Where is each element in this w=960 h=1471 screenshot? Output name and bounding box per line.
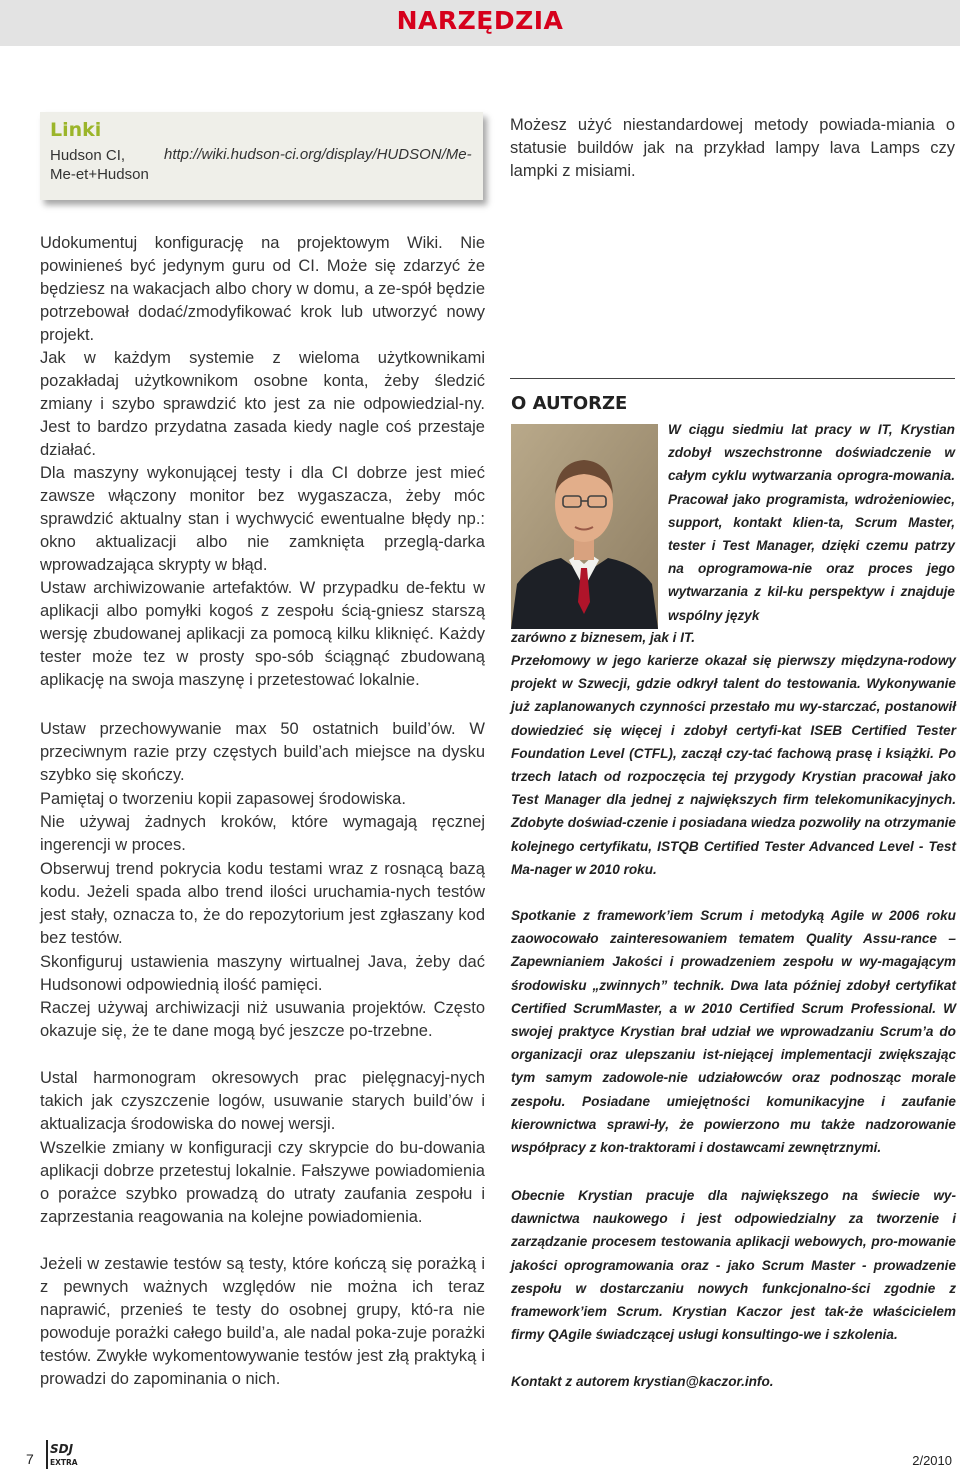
links-name-line2: Me-et+Hudson	[50, 166, 149, 183]
left-paragraph-11: Ustal harmonogram okresowych prac pielęgnacyj-nych takich jak czyszczenie logów, usuwanie starych build’ów i aktualizacja środowiska do nowej wersji.	[40, 1069, 485, 1133]
left-paragraph-9: Skonfiguruj ustawienia maszyny wirtualnej Java, żeby dać Hudsonowi odpowiednią ilość pamięci.	[40, 953, 485, 994]
issue-number: 2/2010	[912, 1453, 952, 1468]
author-photo	[511, 424, 658, 629]
section-title: NARZĘDZIA	[396, 6, 564, 35]
left-paragraph-1: Udokumentuj konfigurację na projektowym Wiki. Nie powinieneś być jedynym guru od CI. Może się zdarzyć że będziesz na wakacjach albo chory w domu, a ze-spół będzie potrzebował dodać/zmodyfikować krok lub utworzyć nowy projekt.	[40, 234, 485, 344]
left-paragraph-4: Ustaw archiwizowanie artefaktów. W przypadku de-fektu w aplikacji albo pomyłki kogoś z zespołu ścią-gniesz starszą wersję zbudowanej aplikacji za pomocą kilku kliknięć. Każdy tester może tez w prosty spo-sób ściągnąć zbudowaną aplikację na swoja maszynę i przetestować lokalnie.	[40, 579, 485, 689]
left-paragraph-7: Nie używaj żadnych kroków, które wymagają ręcznej ingerencji w proces.	[40, 813, 485, 854]
left-paragraph-6: Pamiętaj o tworzeniu kopii zapasowej środowiska.	[40, 790, 406, 808]
author-bio-continued: zarówno z biznesem, jak i IT.	[511, 630, 696, 645]
logo-top-text: SDJ	[50, 1442, 74, 1456]
author-bio-scrum: Spotkanie z framework’iem Scrum i metodyką Agile w 2006 roku zaowocowało zainteresowaniem tematem Quality Assu-rance – Zapewnianiem Jakości i prowadzeniem zespołu w wy-magającym środowisku „zwinnych” technik. Dwa lata później zdobył certyfikat Certified ScrumMaster, a w 2010 Certified Scrum Professional. W swojej praktyce Krystian brał udział we wprowadzaniu Scrum’a do organizacji oraz ulepszaniu ist-niejącej implementacji zwiększając tym samym zadowole-nie udziałowców oraz podnosząc morale zespołu. Posiadane umiejętności komunikacyjne i zaufanie kierownictwa sprawi-ły, że powierzono mu także nadzorowanie współpracy z kon-traktorami i dostawcami zewnętrznymi.	[511, 908, 956, 1156]
links-url[interactable]: http://wiki.hudson-ci.org/display/HUDSON/Me-	[164, 146, 472, 163]
author-bio-intro: W ciągu siedmiu lat pracy w IT, Krystian zdobył wszechstronne doświadczenie w całym cyklu wytwarzania oprogra-mowania. Pracował jako programista, wdrożeniowiec, support, kontakt klien-ta, Scrum Master, tester i Test Manager, dzięki czemu patrzy na oprogramowa-nie oraz proces jego wytwarzania z kil-ku perspektyw i znajduje wspólny język	[668, 422, 955, 623]
left-paragraph-10: Raczej używaj archiwizacji niż usuwania projektów. Często okazuje się, że te dane mogą być jeszcze po-trzebne.	[40, 999, 485, 1040]
links-title: Linki	[50, 119, 102, 141]
links-name-line1: Hudson CI,	[50, 147, 126, 164]
left-paragraph-5: Ustaw przechowywanie max 50 ostatnich build’ów. W przeciwnym razie przy częstych build’ach miejsce na dysku szybko się skończy.	[40, 720, 485, 784]
logo-bottom-text: EXTRA	[50, 1458, 78, 1467]
left-paragraph-3: Dla maszyny wykonującej testy i dla CI dobrze jest mieć zawsze włączony monitor bez wygaszacza, żeby móc sprawdzić aktualny stan i wychwycić ewentualne błędy np.: okno aktualizacji albo nie zamknięta przeglą-darka wprowadzająca skrypty w błąd.	[40, 464, 485, 574]
author-contact: Kontakt z autorem krystian@kaczor.info.	[511, 1374, 774, 1389]
left-paragraph-12: Wszelkie zmiany w konfiguracji czy skrypcie do bu-dowania aplikacji dobrze przetestuj lokalnie. Fałszywe powiadomienia o porażce szybko prowadzą do utraty zaufania zespołu i zaprzestania reagowania na kolejne powiadomienia.	[40, 1139, 485, 1226]
left-paragraph-8: Obserwuj trend pokrycia kodu testami wraz z rosnącą bazą kodu. Jeżeli spada albo trend ilości uruchamia-nych testów jest stały, oznacza to, że do repozytorium jest zgłaszany kod bez testów.	[40, 860, 485, 947]
author-divider	[510, 378, 955, 379]
links-box	[40, 112, 483, 200]
author-bio-current: Obecnie Krystian pracuje dla największego na świecie wy-dawnictwa naukowego i jest odpowiedzialny za tworzenie i zarządzanie procesem testowania aplikacji webowych, pro-mowanie jakości oprogramowania oraz - jako Scrum Master - prowadzenie zespołu w dostarczaniu nowych funkcjonalno-ści zgodnie z framework’iem Scrum. Krystian Kaczor jest tak-że właścicielem firmy QAgile świadczącej usługi konsultingo-we i szkolenia.	[511, 1188, 956, 1343]
author-bio-career: Przełomowy w jego karierze okazał się pierwszy międzyna-rodowy projekt w Szwecji, gdzie odkrył talent do testowania. Wykonywanie już zaplanowanych czynności przestało mu wy-starczać, postanowił dowiedzieć się więcej i zdobył certyfi-kat ISEB Certified Tester Foundation Level (CTFL), zaczął czy-tać fachową prasę i książki. Po trzech latach od rozpoczęcia tej przygody Krystian pracował jako Test Manager dla jednej z największych firm telekomunikacyjnych. Zdobyte doświad-czenie i posiadana wiedza pozwoliły na otrzymanie kolejnego certyfikatu, ISTQB Certified Tester Advanced Level - Test Ma-nager w 2010 roku.	[511, 653, 956, 877]
page-number: 7	[26, 1451, 34, 1467]
left-paragraph-13: Jeżeli w zestawie testów są testy, które kończą się porażką i z pewnych ważnych względów nie można ich teraz naprawić, przenieś te testy do osobnej grupy, któ-ra nie powoduje porażki całego build’a, ale nadal poka-zuje porażki testów. Zwykłe wykomentowywanie testów jest złą praktyką i prowadzi do zapominania o nich.	[40, 1255, 485, 1388]
links-name	[50, 146, 149, 184]
lamp-paragraph: Możesz użyć niestandardowej metody powiada-miania o statusie buildów jak na przykład lampy lava Lamps czy lampki z misiami.	[510, 116, 955, 180]
left-paragraph-2: Jak w każdym systemie z wieloma użytkownikami pozakładaj użytkownikom osobne konta, żeby śledzić zmiany i szybo sprawdzić kto jest za nie odpowiedzial-ny. Jest to bardzo przydatna zasada kiedy nagle coś przestaje działać.	[40, 349, 485, 459]
author-title: O AUTORZE	[511, 393, 628, 414]
sdj-extra-logo	[46, 1440, 80, 1469]
